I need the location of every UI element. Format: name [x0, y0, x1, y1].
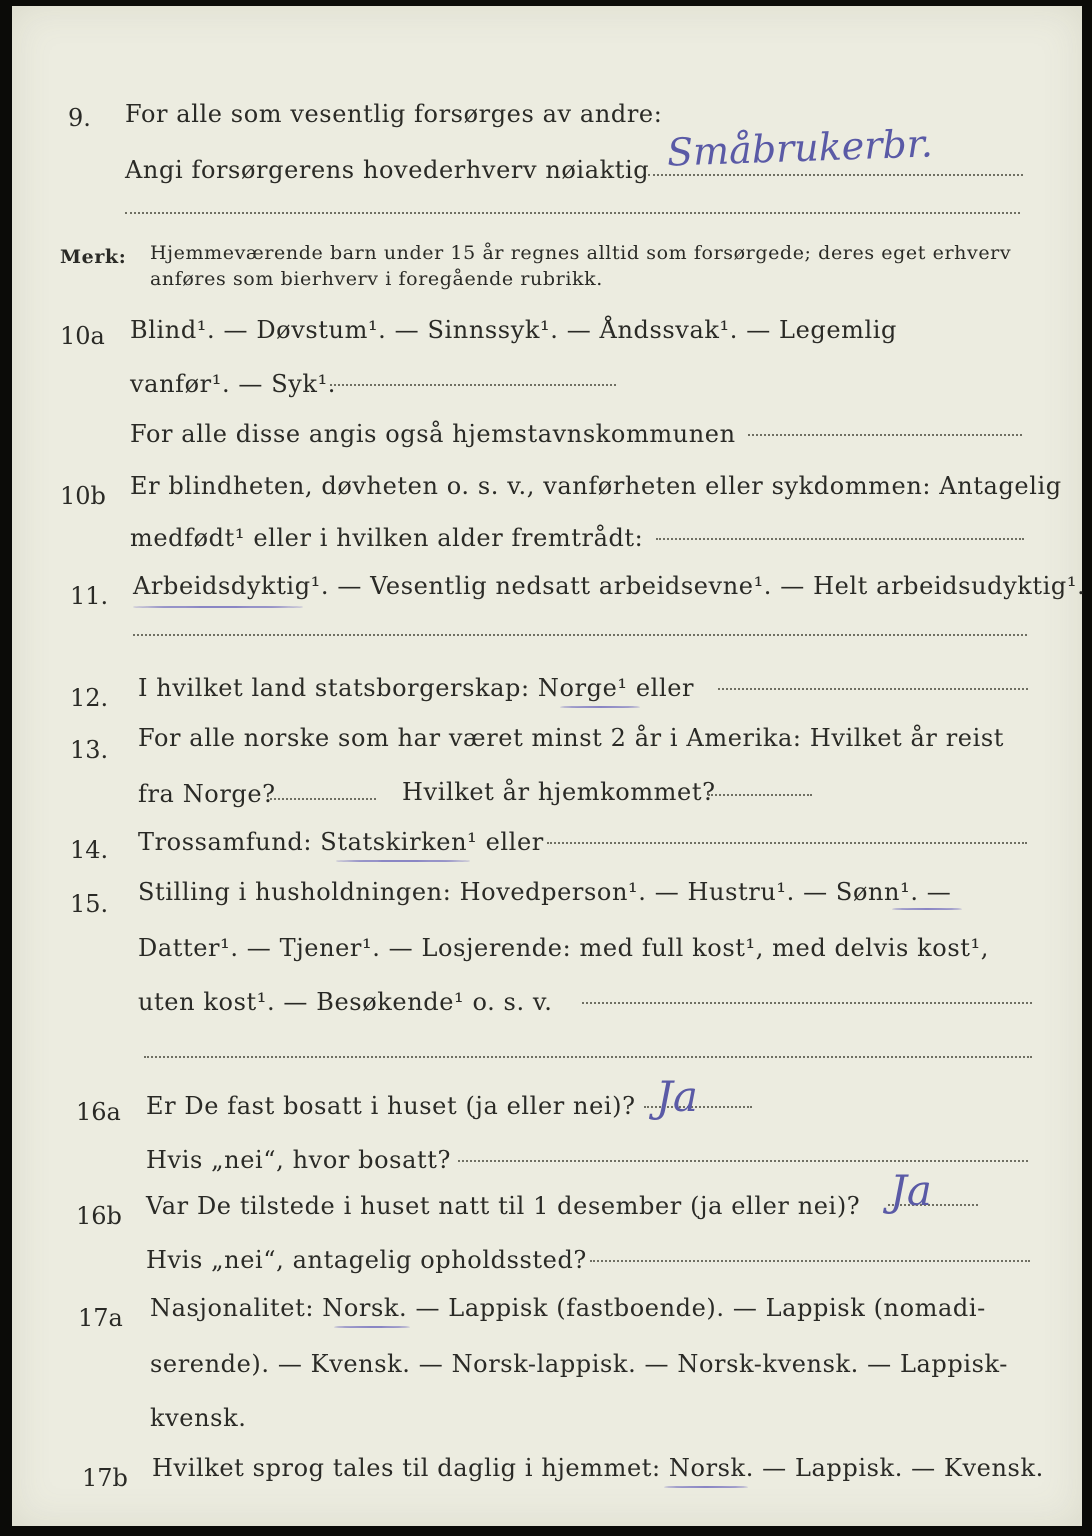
q14-line1: Trossamfund: Statskirken¹ eller: [138, 828, 544, 856]
q9-handwritten-answer: Småbrukerbr.: [666, 121, 934, 175]
q10a-line2: vanfør¹. — Syk¹.: [130, 370, 337, 398]
q12-answer-line[interactable]: [718, 688, 1028, 690]
q10a-number: 10a: [60, 322, 105, 350]
q10b-answer-line[interactable]: [656, 538, 1024, 540]
q9-number: 9.: [68, 104, 91, 132]
q10b-number: 10b: [60, 482, 106, 510]
q11-answer-line[interactable]: [133, 634, 1027, 636]
q9-line1: For alle som vesentlig forsørges av andre:: [125, 100, 663, 128]
merk-line2: anføres som bierhverv i foregående rubrikk.: [150, 268, 603, 290]
q17a-line2: serende). — Kvensk. — Norsk-lappisk. — Norsk-kvensk. — Lappisk-: [150, 1350, 1008, 1378]
merk-line1: Hjemmeværende barn under 15 år regnes alltid som forsørgede; deres eget erhverv: [150, 242, 1012, 264]
q15-line2: Datter¹. — Tjener¹. — Losjerende: med full kost¹, med delvis kost¹,: [138, 934, 989, 962]
q14-answer-line[interactable]: [547, 842, 1027, 844]
q17a-underline-mark: [334, 1326, 410, 1328]
q9-answer-line[interactable]: [648, 174, 1023, 176]
q13-hjemkommet-line[interactable]: [708, 794, 812, 796]
q10a-line1: Blind¹. — Døvstum¹. — Sinnssyk¹. — Åndssvak¹. — Legemlig: [130, 316, 898, 344]
q11-line1: Arbeidsdyktig¹. — Vesentlig nedsatt arbeidsevne¹. — Helt arbeidsudyktig¹.: [133, 572, 1086, 600]
q16b-number: 16b: [76, 1202, 122, 1230]
q16a-line1: Er De fast bosatt i huset (ja eller nei)?: [146, 1092, 636, 1120]
q13-line2a: fra Norge?: [138, 780, 276, 808]
q17b-line1: Hvilket sprog tales til daglig i hjemmet: Norsk. — Lappisk. — Kvensk.: [152, 1454, 1044, 1482]
q13-reist-line[interactable]: [270, 798, 376, 800]
q17a-line3: kvensk.: [150, 1404, 247, 1432]
q16b-handwritten-answer: Ja: [890, 1166, 932, 1215]
q9-extra-line[interactable]: [125, 212, 1020, 214]
q15-line1: Stilling i husholdningen: Hovedperson¹. — Hustru¹. — Sønn¹. —: [138, 878, 952, 906]
q16b-line2: Hvis „nei“, antagelig opholdssted?: [146, 1246, 587, 1274]
q16a-handwritten-answer: Ja: [656, 1072, 698, 1121]
q10b-line1: Er blindheten, døvheten o. s. v., vanførheten eller sykdommen: Antagelig: [130, 472, 1062, 500]
q17a-number: 17a: [78, 1304, 123, 1332]
q10a-syk-line[interactable]: [330, 384, 616, 386]
q10a-hjemstavn-line[interactable]: [748, 434, 1022, 436]
q12-underline-mark: [560, 706, 640, 708]
q15-answer-line[interactable]: [582, 1002, 1032, 1004]
q11-underline-mark: [133, 606, 303, 608]
q14-underline-mark: [336, 860, 470, 862]
q15-extra-line[interactable]: [144, 1056, 1032, 1058]
q16b-line1: Var De tilstede i huset natt til 1 desember (ja eller nei)?: [146, 1192, 861, 1220]
q16a-bosatt-line[interactable]: [458, 1160, 1028, 1162]
q13-number: 13.: [70, 736, 109, 764]
q12-number: 12.: [70, 684, 109, 712]
q9-line2: Angi forsørgerens hovederhverv nøiaktig: [125, 156, 650, 184]
q15-underline-mark: [892, 908, 962, 910]
q16a-number: 16a: [76, 1098, 121, 1126]
q14-number: 14.: [70, 836, 109, 864]
q17a-line1: Nasjonalitet: Norsk. — Lappisk (fastboende). — Lappisk (nomadi-: [150, 1294, 986, 1322]
q10a-line3: For alle disse angis også hjemstavnskommunen: [130, 420, 736, 448]
q15-number: 15.: [70, 890, 109, 918]
q17b-underline-mark: [664, 1486, 748, 1488]
q13-line1: For alle norske som har været minst 2 år i Amerika: Hvilket år reist: [138, 724, 1005, 752]
merk-label: Merk:: [60, 246, 127, 268]
q15-line3: uten kost¹. — Besøkende¹ o. s. v.: [138, 988, 553, 1016]
q16a-line2: Hvis „nei“, hvor bosatt?: [146, 1146, 451, 1174]
q16b-oppholdssted-line[interactable]: [590, 1260, 1030, 1262]
census-form-page: [12, 6, 1086, 1526]
q11-number: 11.: [70, 582, 109, 610]
q10b-line2: medfødt¹ eller i hvilken alder fremtrådt:: [130, 524, 644, 552]
q12-line1: I hvilket land statsborgerskap: Norge¹ eller: [138, 674, 695, 702]
q17b-number: 17b: [82, 1464, 128, 1492]
q13-line2b: Hvilket år hjemkommet?: [402, 778, 716, 806]
